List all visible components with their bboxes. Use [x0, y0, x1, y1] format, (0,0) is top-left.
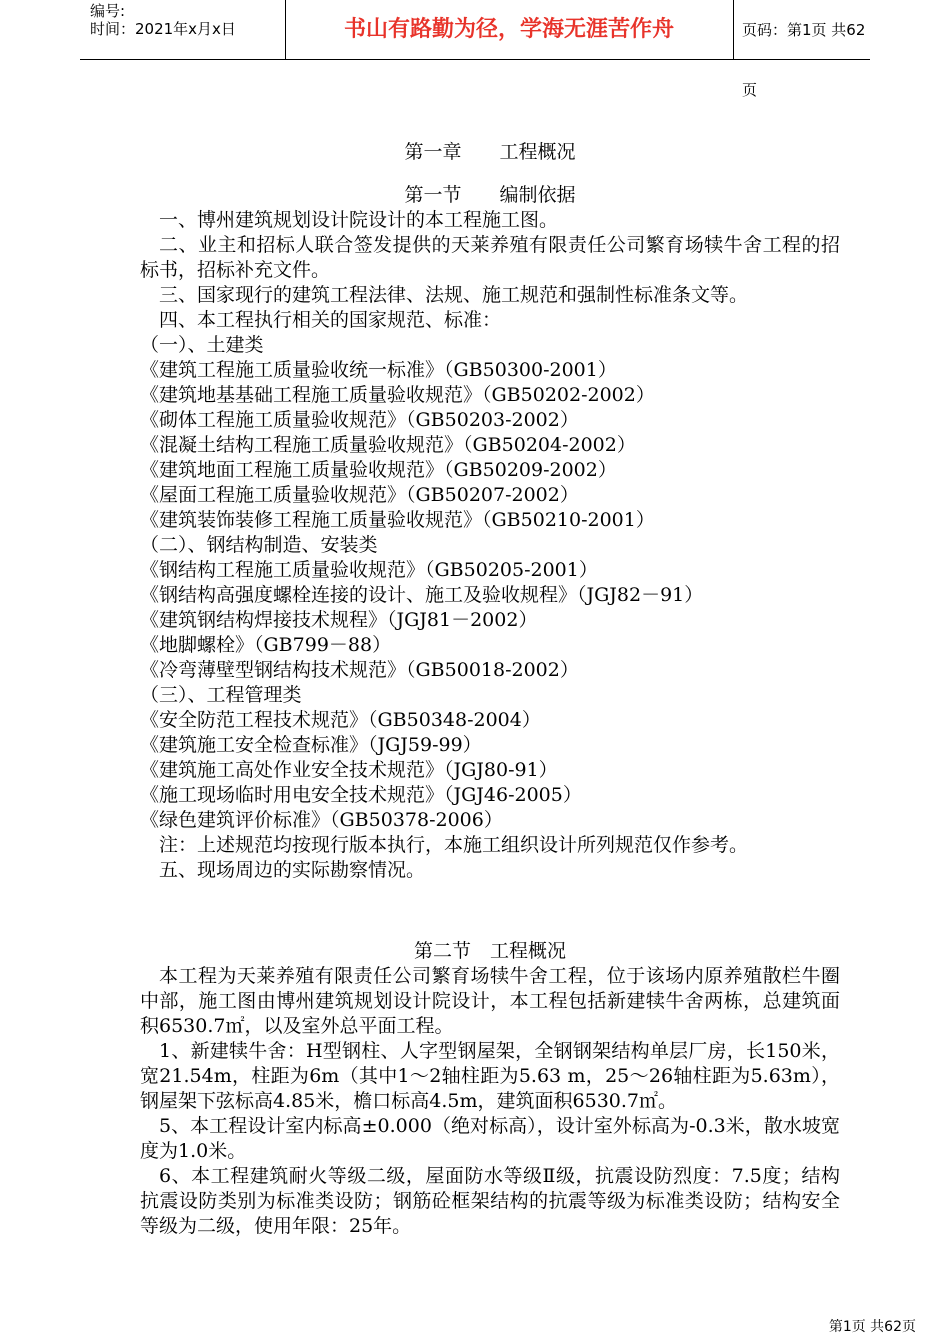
overview-paragraph: 1、新建犊牛舍：H型钢柱、人字型钢屋架，全钢钢架结构单层厂房，长150米，宽21.54m，柱距为6m（其中1～2轴柱距为5.63 m，25～26轴柱距为5.63m），钢屋架下弦标高4.85米，檐口标高4.5m，建筑面积6530.7㎡。 — [140, 1040, 840, 1112]
number-label: 编号: — [90, 2, 126, 20]
standard-item: 《屋面工程施工质量验收规范》（GB50207-2002） — [140, 484, 579, 506]
chapter-title: 第一章 工程概况 — [404, 141, 576, 163]
standard-item: 《建筑工程施工质量验收统一标准》（GB50300-2001） — [140, 359, 617, 381]
header-motto: 书山有路勤为径，学海无涯苦作舟 — [343, 17, 674, 42]
standard-item: 《建筑施工高处作业安全技术规范》（JGJ80-91） — [140, 759, 558, 781]
document-body — [140, 140, 840, 1239]
header-meta — [90, 2, 285, 38]
section-2-title: 第二节 工程概况 — [413, 940, 566, 962]
standard-item: 《施工现场临时用电安全技术规范》（JGJ46-2005） — [140, 784, 582, 806]
standard-item: 《绿色建筑评价标准》（GB50378-2006） — [140, 809, 503, 831]
standard-item: 《安全防范工程技术规范》（GB50348-2004） — [140, 709, 541, 731]
basis-item: 二、业主和招标人联合签发提供的天莱养殖有限责任公司繁育场犊牛舍工程的招标书，招标补充文件。 — [140, 234, 840, 281]
page-header — [80, 0, 870, 99]
header-page-number: 页码：第1页 共62页 — [742, 21, 866, 99]
standard-item: 《建筑地面工程施工质量验收规范》（GB50209-2002） — [140, 459, 617, 481]
standard-item: （一）、土建类 — [140, 334, 264, 356]
standards-list — [140, 333, 840, 833]
basis-item: 四、本工程执行相关的国家规范、标准： — [159, 309, 502, 331]
standard-item: 《建筑施工安全检查标准》（JGJ59-99） — [140, 734, 482, 756]
standard-item: 《地脚螺栓》（GB799－88） — [140, 634, 392, 656]
overview-paragraph: 6、本工程建筑耐火等级二级，屋面防水等级Ⅱ级，抗震设防烈度：7.5度；结构抗震设防类别为标准类设防；钢筋砼框架结构的抗震等级为标准类设防；结构安全等级为二级，使用年限：25年。 — [140, 1165, 840, 1237]
overview-paragraph: 本工程为天莱养殖有限责任公司繁育场犊牛舍工程，位于该场内原养殖散栏牛圈中部，施工图由博州建筑规划设计院设计，本工程包括新建犊牛舍两栋，总建筑面积6530.7㎡，以及室外总平面工程。 — [140, 965, 840, 1037]
basis-item: 三、国家现行的建筑工程法律、法规、施工规范和强制性标准条文等。 — [159, 284, 749, 306]
standard-item: 《建筑地基基础工程施工质量验收规范》（GB50202-2002） — [140, 384, 655, 406]
page-footer: 第1页 共62页 — [828, 1319, 916, 1335]
basis-item: 一、博州建筑规划设计院设计的本工程施工图。 — [159, 209, 559, 231]
basis-item: 五、现场周边的实际勘察情况。 — [159, 859, 426, 881]
standard-item: 《冷弯薄壁型钢结构技术规范》（GB50018-2002） — [140, 659, 579, 681]
standard-item: 《混凝土结构工程施工质量验收规范》（GB50204-2002） — [140, 434, 636, 456]
standard-item: （二）、钢结构制造、安装类 — [140, 534, 378, 556]
time-label: 时间：2021年x月x日 — [90, 20, 236, 38]
overview-paragraph: 5、本工程设计室内标高±0.000（绝对标高），设计室外标高为-0.3米，散水坡宽度为1.0米。 — [140, 1115, 840, 1162]
standard-item: 《建筑装饰装修工程施工质量验收规范》（GB50210-2001） — [140, 509, 655, 531]
standard-item: （三）、工程管理类 — [140, 684, 302, 706]
section-1-title: 第一节 编制依据 — [404, 184, 576, 206]
standard-item: 《钢结构工程施工质量验收规范》（GB50205-2001） — [140, 559, 598, 581]
standard-item: 《建筑钢结构焊接技术规程》（JGJ81－2002） — [140, 609, 538, 631]
standards-note: 注：上述规范均按现行版本执行，本施工组织设计所列规范仅作参考。 — [159, 834, 749, 856]
standard-item: 《砌体工程施工质量验收规范》（GB50203-2002） — [140, 409, 579, 431]
standard-item: 《钢结构高强度螺栓连接的设计、施工及验收规程》（JGJ82－91） — [140, 584, 704, 606]
